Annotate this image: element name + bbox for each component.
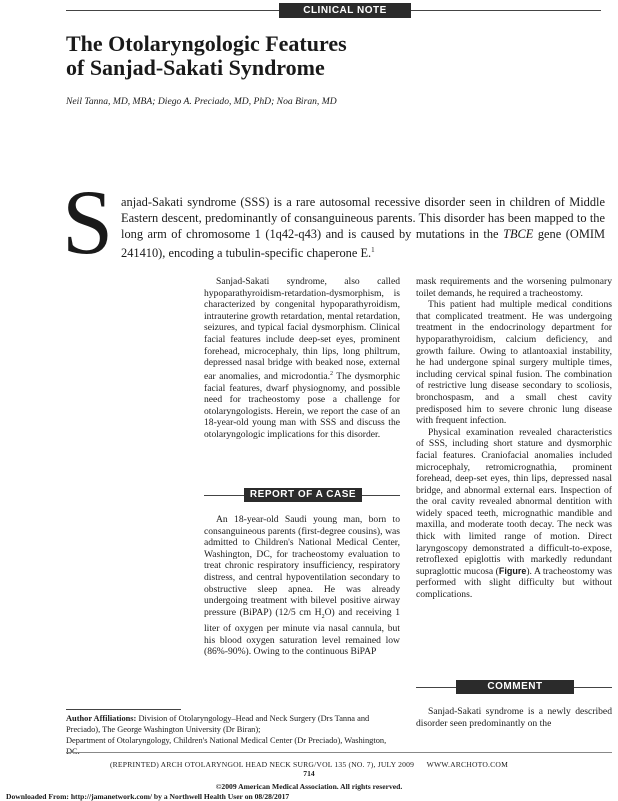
section-tag: CLINICAL NOTE — [279, 3, 411, 18]
comment-paragraph: Sanjad-Sakati syndrome is a newly described disorder seen predominantly on the — [416, 706, 612, 729]
drop-cap: S — [62, 171, 114, 273]
exam-text: Physical examination revealed characteristics of SSS, including short stature and dysmorphic facial features. Craniofacial anomalies included microcephaly, retromicrognathia, prominent forehead, deep-set eyes, thin lips, depressed nasal bridge, and abnormal external ears. Inspection of the oral cavity revealed abnormal dentition with widely spaced teeth, micrognathic mandible and maxilla, and moderate tooth decay. The neck was thick with limited range of motion. Direct laryngoscopy demonstrated a difficult-to-expose, retroflexed epiglottis with markedly redundant supraglottic mucosa ( — [416, 426, 612, 577]
affiliation-label: Author Affiliations: — [66, 714, 137, 723]
affiliation-line-2: Department of Otolaryngology, Children's National Medical Center (Dr Preciado), Washington, DC. — [66, 736, 387, 756]
journal-citation: (REPRINTED) ARCH OTOLARYNGOL HEAD NECK SURG/VOL 135 (NO. 7), JULY 2009 WWW.ARCHOTO.COM — [109, 760, 509, 769]
paragraph-3 — [416, 427, 612, 601]
figure-link[interactable]: Figure — [498, 565, 527, 576]
right-column — [416, 276, 612, 601]
case-text: An 18-year-old Saudi young man, born to consanguineous parents (first-degree cousins), was admitted to Children's National Medical Center, Washington, DC, for tracheostomy evaluation to treat chronic respiratory insufficiency, respiratory distress, and central hypoventilation secondary to obstructive sleep apnea. He was already undergoing treatment with bilevel positive airway pressure (BiPAP) (12/5 cm H — [204, 514, 400, 618]
copyright-notice: ©2009 American Medical Association. All rights reserved. — [215, 782, 403, 791]
subscript: 2 — [321, 613, 325, 620]
header-rule-left — [66, 10, 279, 11]
comment-rule-left — [416, 687, 456, 688]
paragraph-2: This patient had multiple medical conditions that complicated treatment. He was undergoing treatment in the endocrinology department for hypoparathyroidism, calcium deficiency, and growth failure. Owing to atlantoaxial instability, he had undergone spinal surgery multiple times, including cervical spinal fusion. The combination of restrictive lung disease secondary to scoliosis, bronchospasm, and a small chest cavity predisposed him to severe chronic lung disease with frequent infection. — [416, 299, 612, 427]
case-column — [204, 514, 400, 658]
abstract-paragraph — [121, 194, 605, 261]
section-heading-comment: COMMENT — [456, 680, 574, 694]
paragraph-1: mask requirements and the worsening pulmonary toilet demands, he required a tracheostomy. — [416, 276, 612, 299]
affiliation-line-1 — [66, 713, 396, 735]
intro-column — [204, 276, 400, 441]
comment-rule-right — [574, 687, 612, 688]
case-text-cont: O) and receiving 1 liter of oxygen per minute via nasal cannula, but his blood oxygen saturation level remained low (86%-90%). Owing to the continuous BiPAP — [204, 606, 400, 658]
article-title — [66, 32, 526, 80]
case-paragraph — [204, 514, 400, 658]
abstract-text-end: gene (OMIM 241410), encoding a tubulin-specific chaperone E. — [121, 227, 605, 261]
header-rule-right — [411, 10, 601, 11]
case-rule-left — [204, 495, 244, 496]
download-notice: Downloaded From: http://jamanetwork.com/ by a Northwell Health User on 08/28/2017 — [6, 792, 290, 801]
section-heading-case: REPORT OF A CASE — [244, 488, 362, 502]
intro-paragraph — [204, 276, 400, 441]
affiliation-text-1: Division of Otolaryngology–Head and Neck Surgery (Drs Tanna and Preciado), The George Washington University (Dr Biran); — [66, 714, 370, 734]
case-rule-right — [362, 495, 400, 496]
page-number: 714 — [303, 769, 315, 778]
title-line-1: The Otolaryngologic Features — [66, 31, 347, 56]
footer-rule — [66, 752, 612, 753]
exam-text-end: ). A tracheostomy was performed with slight difficulty but without complications. — [416, 565, 612, 601]
reference-marker: 2 — [330, 370, 334, 377]
abstract-text: anjad-Sakati syndrome (SSS) is a rare autosomal recessive disorder seen in children of Middle Eastern descent, predominantly of consanguineous parents. This disorder has been mapped to the long arm of chromosome 1 (1q42-q43) and is caused by mutations in the — [121, 195, 605, 241]
title-line-2: of Sanjad-Sakati Syndrome — [66, 55, 325, 80]
author-affiliations — [66, 713, 396, 757]
reference-marker: 1 — [371, 246, 375, 254]
intro-text-cont: The dysmorphic facial features, dwarf physiognomy, and possible need for tracheostomy pose a challenge for otolaryngologists. Herein, we report the case of an 18-year-old young man with SSS and discuss the otolaryngologic implications for this disorder. — [204, 370, 400, 440]
affiliation-rule — [66, 709, 181, 710]
author-list: Neil Tanna, MD, MBA; Diego A. Preciado, MD, PhD; Noa Biran, MD — [66, 96, 337, 107]
comment-column — [416, 706, 612, 729]
gene-name: TBCE — [503, 227, 534, 241]
intro-text: Sanjad-Sakati syndrome, also called hypoparathyroidism-retardation-dysmorphism, is characterized by congenital hypoparathyroidism, intrauterine growth retardation, mental retardation, seizures, and typical facial dysmorphism. Clinical facial features include deep-set eyes, prominent forehead, microcephaly, thin lips, long philtrum, depressed nasal bridge with beaked nose, external ear anomalies, and microdontia. — [204, 276, 400, 382]
